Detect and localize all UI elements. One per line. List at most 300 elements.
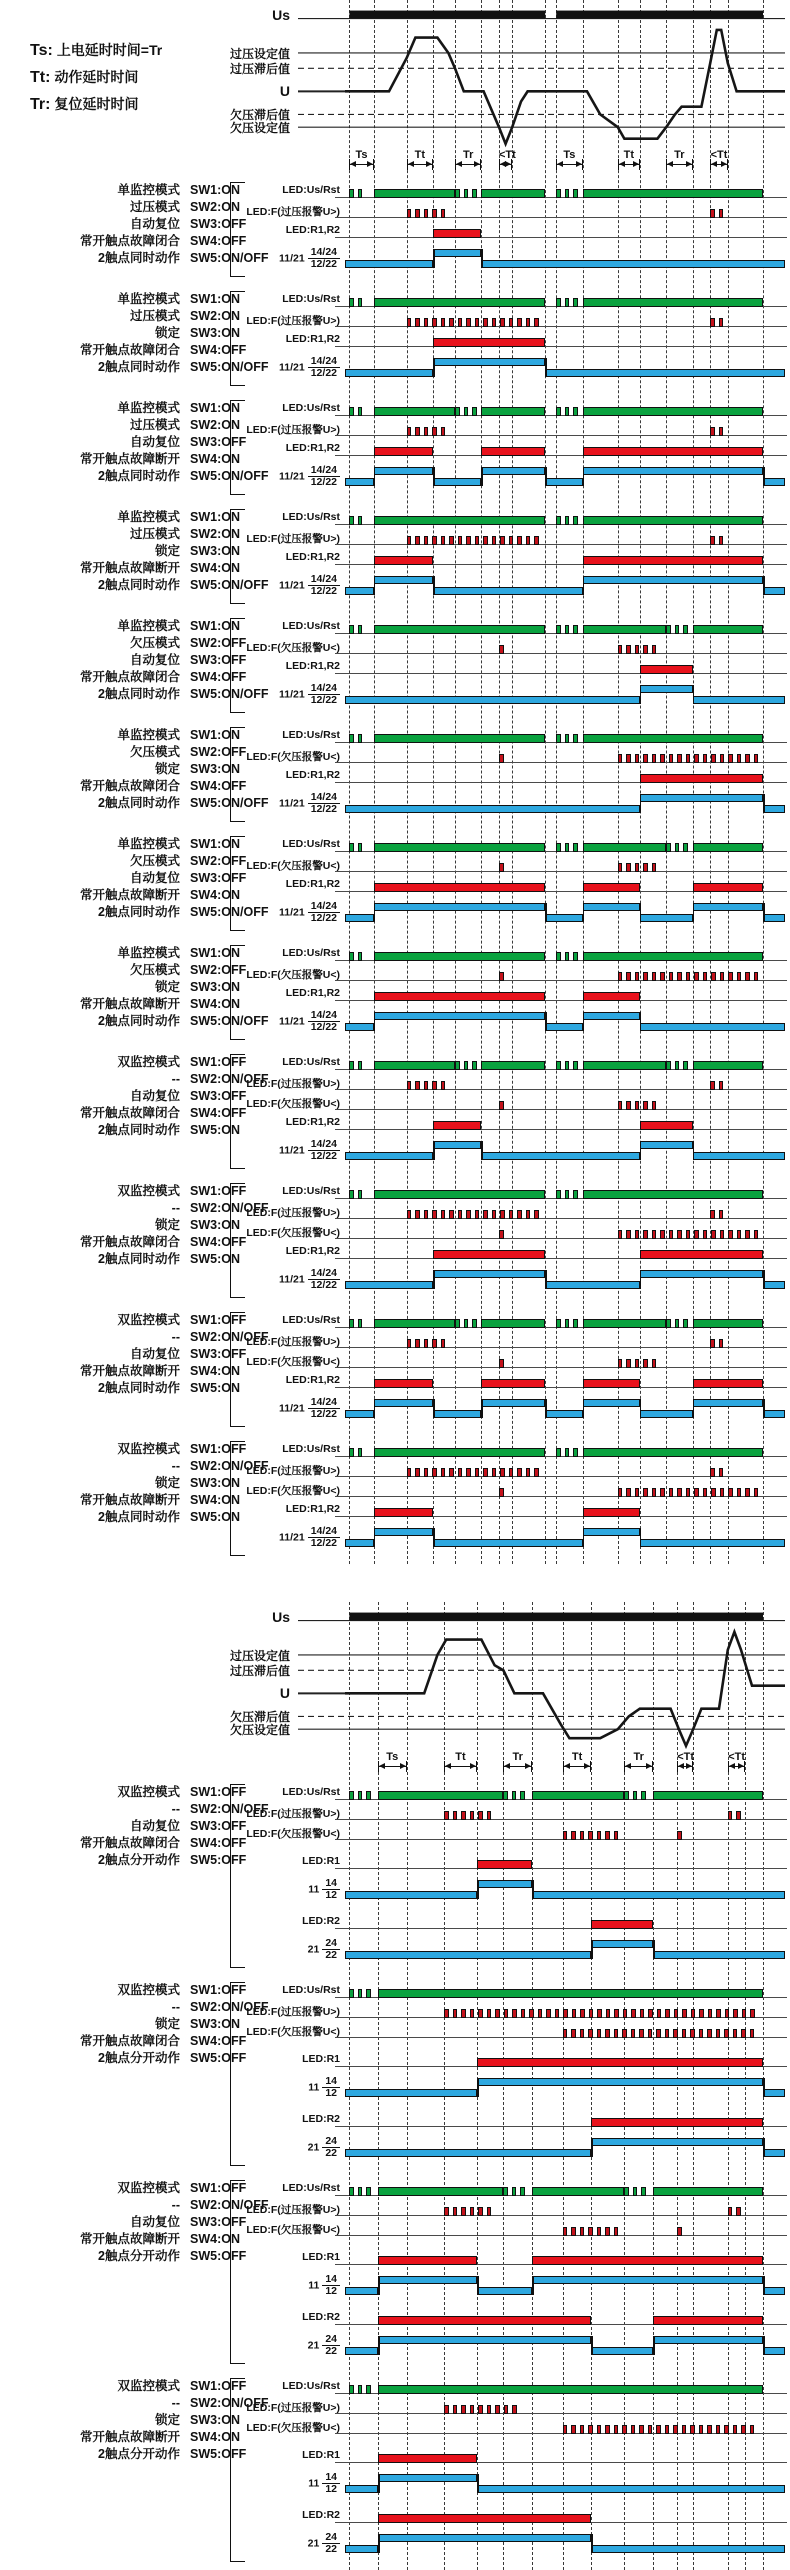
signal-pulse — [358, 1791, 363, 1800]
timing-marker — [349, 150, 373, 176]
signal-pulse — [499, 863, 504, 872]
contact-row — [240, 1261, 785, 1292]
signal-pulse — [652, 1230, 657, 1239]
signal-pulse — [415, 209, 420, 218]
signal-pulse — [750, 2009, 755, 2018]
signal-pulse — [358, 1061, 363, 1070]
contact-label — [240, 1268, 340, 1291]
contact-transition — [583, 1399, 585, 1418]
signal-bar — [583, 952, 763, 961]
setting-switch-value: SW3:OFF — [190, 217, 247, 231]
timing-row — [240, 854, 785, 874]
signal-pulse — [495, 2009, 500, 2018]
signal-pulse — [720, 1230, 725, 1239]
timing-marker — [728, 1752, 746, 1778]
signal-pulse — [674, 2009, 679, 2018]
timing-block — [0, 1976, 790, 2174]
signal-bar — [640, 1250, 763, 1259]
signal-pulse — [492, 536, 497, 545]
signal-pulse — [703, 754, 708, 763]
contact-bar — [477, 2485, 785, 2493]
contact-bar — [374, 1012, 546, 1020]
signal-pulse — [745, 1230, 750, 1239]
signal-track — [345, 1802, 785, 1822]
contact-bar — [477, 1880, 532, 1888]
setting-mode-label: 2触点分开动作 — [98, 1853, 180, 1867]
row-label: LED:Us/Rst — [282, 293, 340, 305]
signal-pulse — [526, 1210, 531, 1219]
timing-row — [240, 2049, 785, 2069]
setting-switch-value: SW4:ON — [190, 1493, 240, 1507]
timing-marker — [563, 1752, 592, 1778]
timing-row — [240, 1350, 785, 1370]
signal-pulse — [512, 2405, 517, 2414]
signal-pulse — [588, 2029, 593, 2038]
setting-mode-label: 2触点同时动作 — [98, 1014, 180, 1028]
row-label: LED:Us/Rst — [282, 620, 340, 632]
row-label: LED:F(欠压报警U<) — [246, 860, 340, 872]
signal-pulse — [407, 1468, 412, 1477]
signal-pulse — [728, 972, 733, 981]
timing-marker-label: Tr — [512, 1751, 523, 1763]
signal-track — [345, 547, 785, 567]
contact-bar — [763, 2149, 785, 2157]
contact-label — [240, 2532, 340, 2555]
timing-row — [240, 2178, 785, 2198]
contact-track — [345, 2465, 785, 2496]
contact-no-terminal: 14 — [322, 2274, 340, 2286]
contact-bar — [433, 1410, 481, 1418]
signal-pulse — [622, 2029, 627, 2038]
row-label: LED:R1 — [302, 2053, 340, 2065]
signal-pulse — [635, 1359, 640, 1368]
setting-switch-value: SW3:OFF — [190, 2215, 247, 2229]
timing-row — [240, 1499, 785, 1519]
signal-pulse — [487, 2405, 492, 2414]
contact-bar — [345, 805, 640, 813]
signal-pulse — [500, 318, 505, 327]
signal-pulse — [643, 863, 648, 872]
signal-track — [345, 2198, 785, 2218]
signal-pulse — [623, 2009, 628, 2018]
marker-arrowhead-left — [711, 161, 717, 167]
timing-marker — [556, 150, 582, 176]
timing-row — [240, 527, 785, 547]
setting-mode-label: 2触点同时动作 — [98, 796, 180, 810]
contact-nc-terminal: 12/22 — [310, 258, 337, 270]
signal-bar — [433, 1250, 545, 1259]
timing-marker-label: Tt — [623, 149, 634, 161]
timing-marker — [666, 150, 692, 176]
signal-pulse — [349, 952, 354, 961]
marker-tick — [432, 159, 433, 170]
contact-no-terminal: 14/24 — [308, 356, 340, 368]
contact-bar — [763, 1281, 785, 1289]
setting-mode-label: -- — [171, 1201, 180, 1215]
signal-pulse — [349, 1791, 354, 1800]
voltage-waveform — [0, 0, 790, 150]
row-label: LED:F(欠压报警U<) — [246, 1356, 340, 1368]
contact-nc-terminal: 12/22 — [310, 367, 337, 379]
contact-bar — [481, 1399, 545, 1407]
signal-pulse — [640, 2009, 645, 2018]
signal-track — [345, 963, 785, 983]
timing-block — [0, 285, 790, 394]
timing-marker-label: Tt — [414, 149, 425, 161]
contact-common-terminal: 11/21 — [279, 1531, 305, 1544]
contact-bar — [433, 1141, 481, 1149]
setting-switch-value: SW1:ON — [190, 510, 240, 524]
contact-bar — [545, 478, 582, 486]
contact-bar — [583, 1012, 640, 1020]
contact-bar — [345, 1410, 374, 1418]
setting-switch-value: SW3:ON — [190, 2413, 240, 2427]
signal-pulse — [656, 2425, 661, 2434]
contact-bar — [345, 1023, 374, 1031]
contact-transition — [640, 1528, 642, 1547]
setting-mode-label: 2触点同时动作 — [98, 469, 180, 483]
signal-pulse — [499, 754, 504, 763]
contact-no-terminal: 14/24 — [308, 1010, 340, 1022]
setting-mode-label: 2触点同时动作 — [98, 1252, 180, 1266]
marker-arrowhead-left — [667, 161, 673, 167]
row-label: LED:R1,R2 — [285, 1503, 340, 1515]
timing-marker-label: Tr — [674, 149, 685, 161]
contact-no-terminal: 14/24 — [308, 1139, 340, 1151]
timing-row — [240, 2020, 785, 2040]
contact-common-terminal: 21 — [307, 2537, 320, 2550]
contact-no-terminal: 14/24 — [308, 1268, 340, 1280]
setting-switch-value: SW4:ON — [190, 997, 240, 1011]
row-label: LED:R2 — [302, 2311, 340, 2323]
signal-pulse — [694, 1488, 699, 1497]
contact-track — [345, 676, 785, 707]
contact-bar — [532, 2276, 763, 2284]
signal-rows — [240, 943, 785, 1034]
signal-pulse — [643, 1101, 648, 1110]
setting-switch-value: SW2:OFF — [190, 854, 247, 868]
contact-no-terminal: 14/24 — [308, 1397, 340, 1409]
timing-row — [240, 2000, 785, 2020]
timing-row — [240, 309, 785, 329]
marker-tick — [590, 1761, 591, 1772]
signal-pulse — [455, 407, 460, 416]
setting-mode-label: 欠压模式 — [129, 745, 180, 759]
signal-pulse — [366, 2385, 371, 2394]
setting-switch-value: SW4:ON — [190, 888, 240, 902]
signal-pulse — [719, 1339, 724, 1348]
contact-transition — [640, 794, 642, 813]
contact-bar — [763, 478, 785, 486]
signal-pulse — [677, 2227, 682, 2236]
contact-transition — [591, 2534, 593, 2553]
contact-bar — [763, 805, 785, 813]
contact-label — [240, 1010, 340, 1033]
signal-pulse — [745, 1488, 750, 1497]
signal-bar — [374, 992, 546, 1001]
signal-pulse — [691, 2009, 696, 2018]
timing-row — [240, 1181, 785, 1201]
row-label: LED:R1,R2 — [285, 551, 340, 563]
row-gap — [240, 2298, 785, 2307]
timing-row — [240, 1782, 785, 1802]
marker-arrowhead-right — [400, 1763, 406, 1769]
marker-arrowhead-right — [584, 1763, 590, 1769]
signal-pulse — [407, 318, 412, 327]
signal-track — [345, 2000, 785, 2020]
setting-mode-label: 单监控模式 — [117, 619, 180, 633]
signal-bar — [374, 734, 546, 743]
signal-pulse — [745, 754, 750, 763]
signal-pulse — [666, 1319, 671, 1328]
signal-pulse — [495, 2405, 500, 2414]
marker-tick — [692, 1761, 693, 1772]
contact-transition — [763, 794, 765, 813]
row-gap — [240, 2238, 785, 2247]
setting-switch-value: SW2:ON/OFF — [190, 1201, 269, 1215]
setting-switch-value: SW5:ON — [190, 1510, 240, 1524]
contact-transition — [433, 358, 435, 377]
contact-label — [240, 574, 340, 597]
contact-row — [240, 1003, 785, 1034]
contact-bar — [345, 1951, 591, 1959]
contact-bar — [640, 1141, 693, 1149]
marker-arrowhead-right — [505, 161, 511, 167]
setting-switch-value: SW2:ON — [190, 200, 240, 214]
contact-terminal-fraction — [308, 1010, 340, 1033]
signal-pulse — [556, 1448, 561, 1457]
signal-pulse — [563, 2425, 568, 2434]
signal-pulse — [707, 2425, 712, 2434]
signal-pulse — [742, 2009, 747, 2018]
signal-pulse — [682, 2009, 687, 2018]
contact-bar — [653, 1951, 785, 1959]
signal-track — [345, 1310, 785, 1330]
marker-arrowhead-left — [619, 161, 625, 167]
marker-tick — [652, 1761, 653, 1772]
contact-common-terminal: 21 — [307, 1943, 320, 1956]
contact-bar — [481, 467, 545, 475]
setting-switch-value: SW5:OFF — [190, 2051, 247, 2065]
contact-transition — [545, 903, 547, 922]
signal-pulse — [626, 1101, 631, 1110]
contact-bar — [345, 2287, 378, 2295]
signal-pulse — [492, 1468, 497, 1477]
contact-transition — [763, 1399, 765, 1418]
signal-track — [345, 438, 785, 458]
row-label: LED:Us/Rst — [282, 1185, 340, 1197]
setting-switch-value: SW3:ON — [190, 544, 240, 558]
axis-label-over-hys: 过压滞后值 — [229, 1664, 290, 1679]
signal-pulse — [683, 1319, 688, 1328]
contact-terminal-fraction — [308, 574, 340, 597]
signal-bar — [693, 1319, 763, 1328]
contact-label — [240, 465, 340, 488]
signal-bar — [378, 2316, 591, 2325]
setting-switch-value: SW3:ON — [190, 326, 240, 340]
signal-pulse — [466, 536, 471, 545]
contact-bar — [640, 1270, 763, 1278]
signal-bar — [583, 298, 763, 307]
signal-bar — [583, 625, 667, 634]
contact-bar — [433, 478, 481, 486]
signal-pulse — [563, 1831, 568, 1840]
signal-bar — [583, 1448, 763, 1457]
signal-pulse — [618, 1230, 623, 1239]
us-supply-bar — [556, 11, 763, 19]
signal-track — [345, 1980, 785, 2000]
timing-row — [240, 1459, 785, 1479]
contact-transition — [532, 2276, 534, 2295]
signal-pulse — [538, 2009, 543, 2018]
contact-transition — [545, 1399, 547, 1418]
signal-bar — [378, 1791, 503, 1800]
setting-switch-value: SW2:ON — [190, 527, 240, 541]
setting-mode-label: 锁定 — [154, 980, 180, 994]
setting-switch-value: SW1:ON — [190, 401, 240, 415]
contact-bar — [374, 903, 546, 911]
setting-mode-label: -- — [171, 2198, 180, 2212]
setting-mode-label: 单监控模式 — [117, 837, 180, 851]
contact-transition — [763, 2078, 765, 2097]
row-gap — [240, 2436, 785, 2445]
signal-pulse — [407, 1210, 412, 1219]
signal-pulse — [449, 318, 454, 327]
signal-pulse — [565, 1061, 570, 1070]
signal-pulse — [677, 754, 682, 763]
signal-rows — [240, 289, 785, 380]
marker-arrowhead-left — [557, 161, 563, 167]
signal-pulse — [580, 2029, 585, 2038]
signal-pulse — [458, 318, 463, 327]
timing-block — [0, 1435, 790, 1564]
signal-pulse — [710, 209, 715, 218]
contact-label — [240, 1878, 340, 1901]
signal-pulse — [458, 536, 463, 545]
contact-terminal-fraction — [322, 1878, 340, 1901]
signal-pulse — [710, 427, 715, 436]
signal-rows — [240, 1052, 785, 1163]
marker-arrowhead-left — [504, 1763, 510, 1769]
row-label: LED:F(过压报警U>) — [246, 1078, 340, 1090]
signal-bar — [653, 2316, 763, 2325]
signal-track — [345, 1479, 785, 1499]
contact-bar — [583, 1399, 640, 1407]
signal-track — [345, 1911, 785, 1931]
timing-block — [0, 503, 790, 612]
signal-pulse — [750, 2029, 755, 2038]
contact-bar — [345, 1281, 433, 1289]
timing-row — [240, 1439, 785, 1459]
setting-mode-label: 欠压模式 — [129, 854, 180, 868]
marker-tick — [531, 1761, 532, 1772]
row-label: LED:R1,R2 — [285, 442, 340, 454]
signal-pulse — [694, 1230, 699, 1239]
signal-pulse — [464, 189, 469, 198]
setting-mode-label: 常开触点故障断开 — [79, 561, 180, 575]
contact-nc-terminal: 12/22 — [310, 1150, 337, 1162]
setting-switch-value: SW4:ON — [190, 561, 240, 575]
row-label: LED:Us/Rst — [282, 2380, 340, 2392]
signal-bar — [374, 1061, 455, 1070]
signal-pulse — [657, 2009, 662, 2018]
signal-pulse — [597, 2425, 602, 2434]
timing-row — [240, 2247, 785, 2267]
signal-pulse — [652, 754, 657, 763]
signal-pulse — [499, 1359, 504, 1368]
signal-pulse — [478, 2207, 483, 2216]
setting-switch-value: SW3:ON — [190, 1218, 240, 1232]
signal-bar — [693, 1379, 763, 1388]
setting-mode-label: 常开触点故障闭合 — [79, 1836, 180, 1850]
signal-pulse — [573, 734, 578, 743]
signal-track — [345, 1459, 785, 1479]
signal-pulse — [606, 2009, 611, 2018]
signal-pulse — [665, 2425, 670, 2434]
setting-mode-label: 自动复位 — [129, 1347, 180, 1361]
setting-switch-value: SW5:OFF — [190, 1853, 247, 1867]
contact-transition — [374, 1528, 376, 1547]
signal-pulse — [432, 427, 437, 436]
setting-mode-label: -- — [171, 2000, 180, 2014]
setting-switch-value: SW5:ON/OFF — [190, 905, 269, 919]
signal-pulse — [349, 1319, 354, 1328]
marker-arrowhead-right — [721, 161, 727, 167]
signal-pulse — [415, 318, 420, 327]
contact-bar — [583, 467, 763, 475]
timing-row — [240, 1802, 785, 1822]
row-label: LED:F(欠压报警U<) — [246, 1098, 340, 1110]
signal-track — [345, 2445, 785, 2465]
contact-track — [345, 349, 785, 380]
setting-mode-label: 自动复位 — [129, 871, 180, 885]
marker-tick — [373, 159, 374, 170]
signal-pulse — [652, 1101, 657, 1110]
contact-bar — [345, 2149, 591, 2157]
contact-row — [240, 567, 785, 598]
contact-transition — [763, 903, 765, 922]
signal-rows — [240, 616, 785, 707]
marker-tick — [406, 1761, 407, 1772]
signal-baseline — [335, 673, 787, 674]
signal-track — [345, 616, 785, 636]
signal-rows — [240, 834, 785, 925]
signal-pulse — [635, 645, 640, 654]
signal-pulse — [690, 2029, 695, 2038]
signal-pulse — [499, 645, 504, 654]
signal-pulse — [631, 2009, 636, 2018]
signal-pulse — [635, 754, 640, 763]
setting-switch-value: SW3:OFF — [190, 1347, 247, 1361]
contact-transition — [477, 2276, 479, 2295]
signal-pulse — [728, 1230, 733, 1239]
setting-switch-value: SW1:ON — [190, 837, 240, 851]
signal-bar — [374, 447, 433, 456]
signal-pulse — [635, 1488, 640, 1497]
setting-switch-value: SW3:OFF — [190, 1819, 247, 1833]
timing-row — [240, 1072, 785, 1092]
contact-row — [240, 1519, 785, 1550]
signal-pulse — [424, 1339, 429, 1348]
row-label: LED:R1 — [302, 2449, 340, 2461]
contact-transition — [653, 2336, 655, 2355]
signal-pulse — [573, 843, 578, 852]
setting-switch-value: SW5:ON — [190, 1252, 240, 1266]
signal-pulse — [719, 209, 724, 218]
signal-pulse — [565, 298, 570, 307]
signal-pulse — [349, 1061, 354, 1070]
signal-pulse — [652, 863, 657, 872]
